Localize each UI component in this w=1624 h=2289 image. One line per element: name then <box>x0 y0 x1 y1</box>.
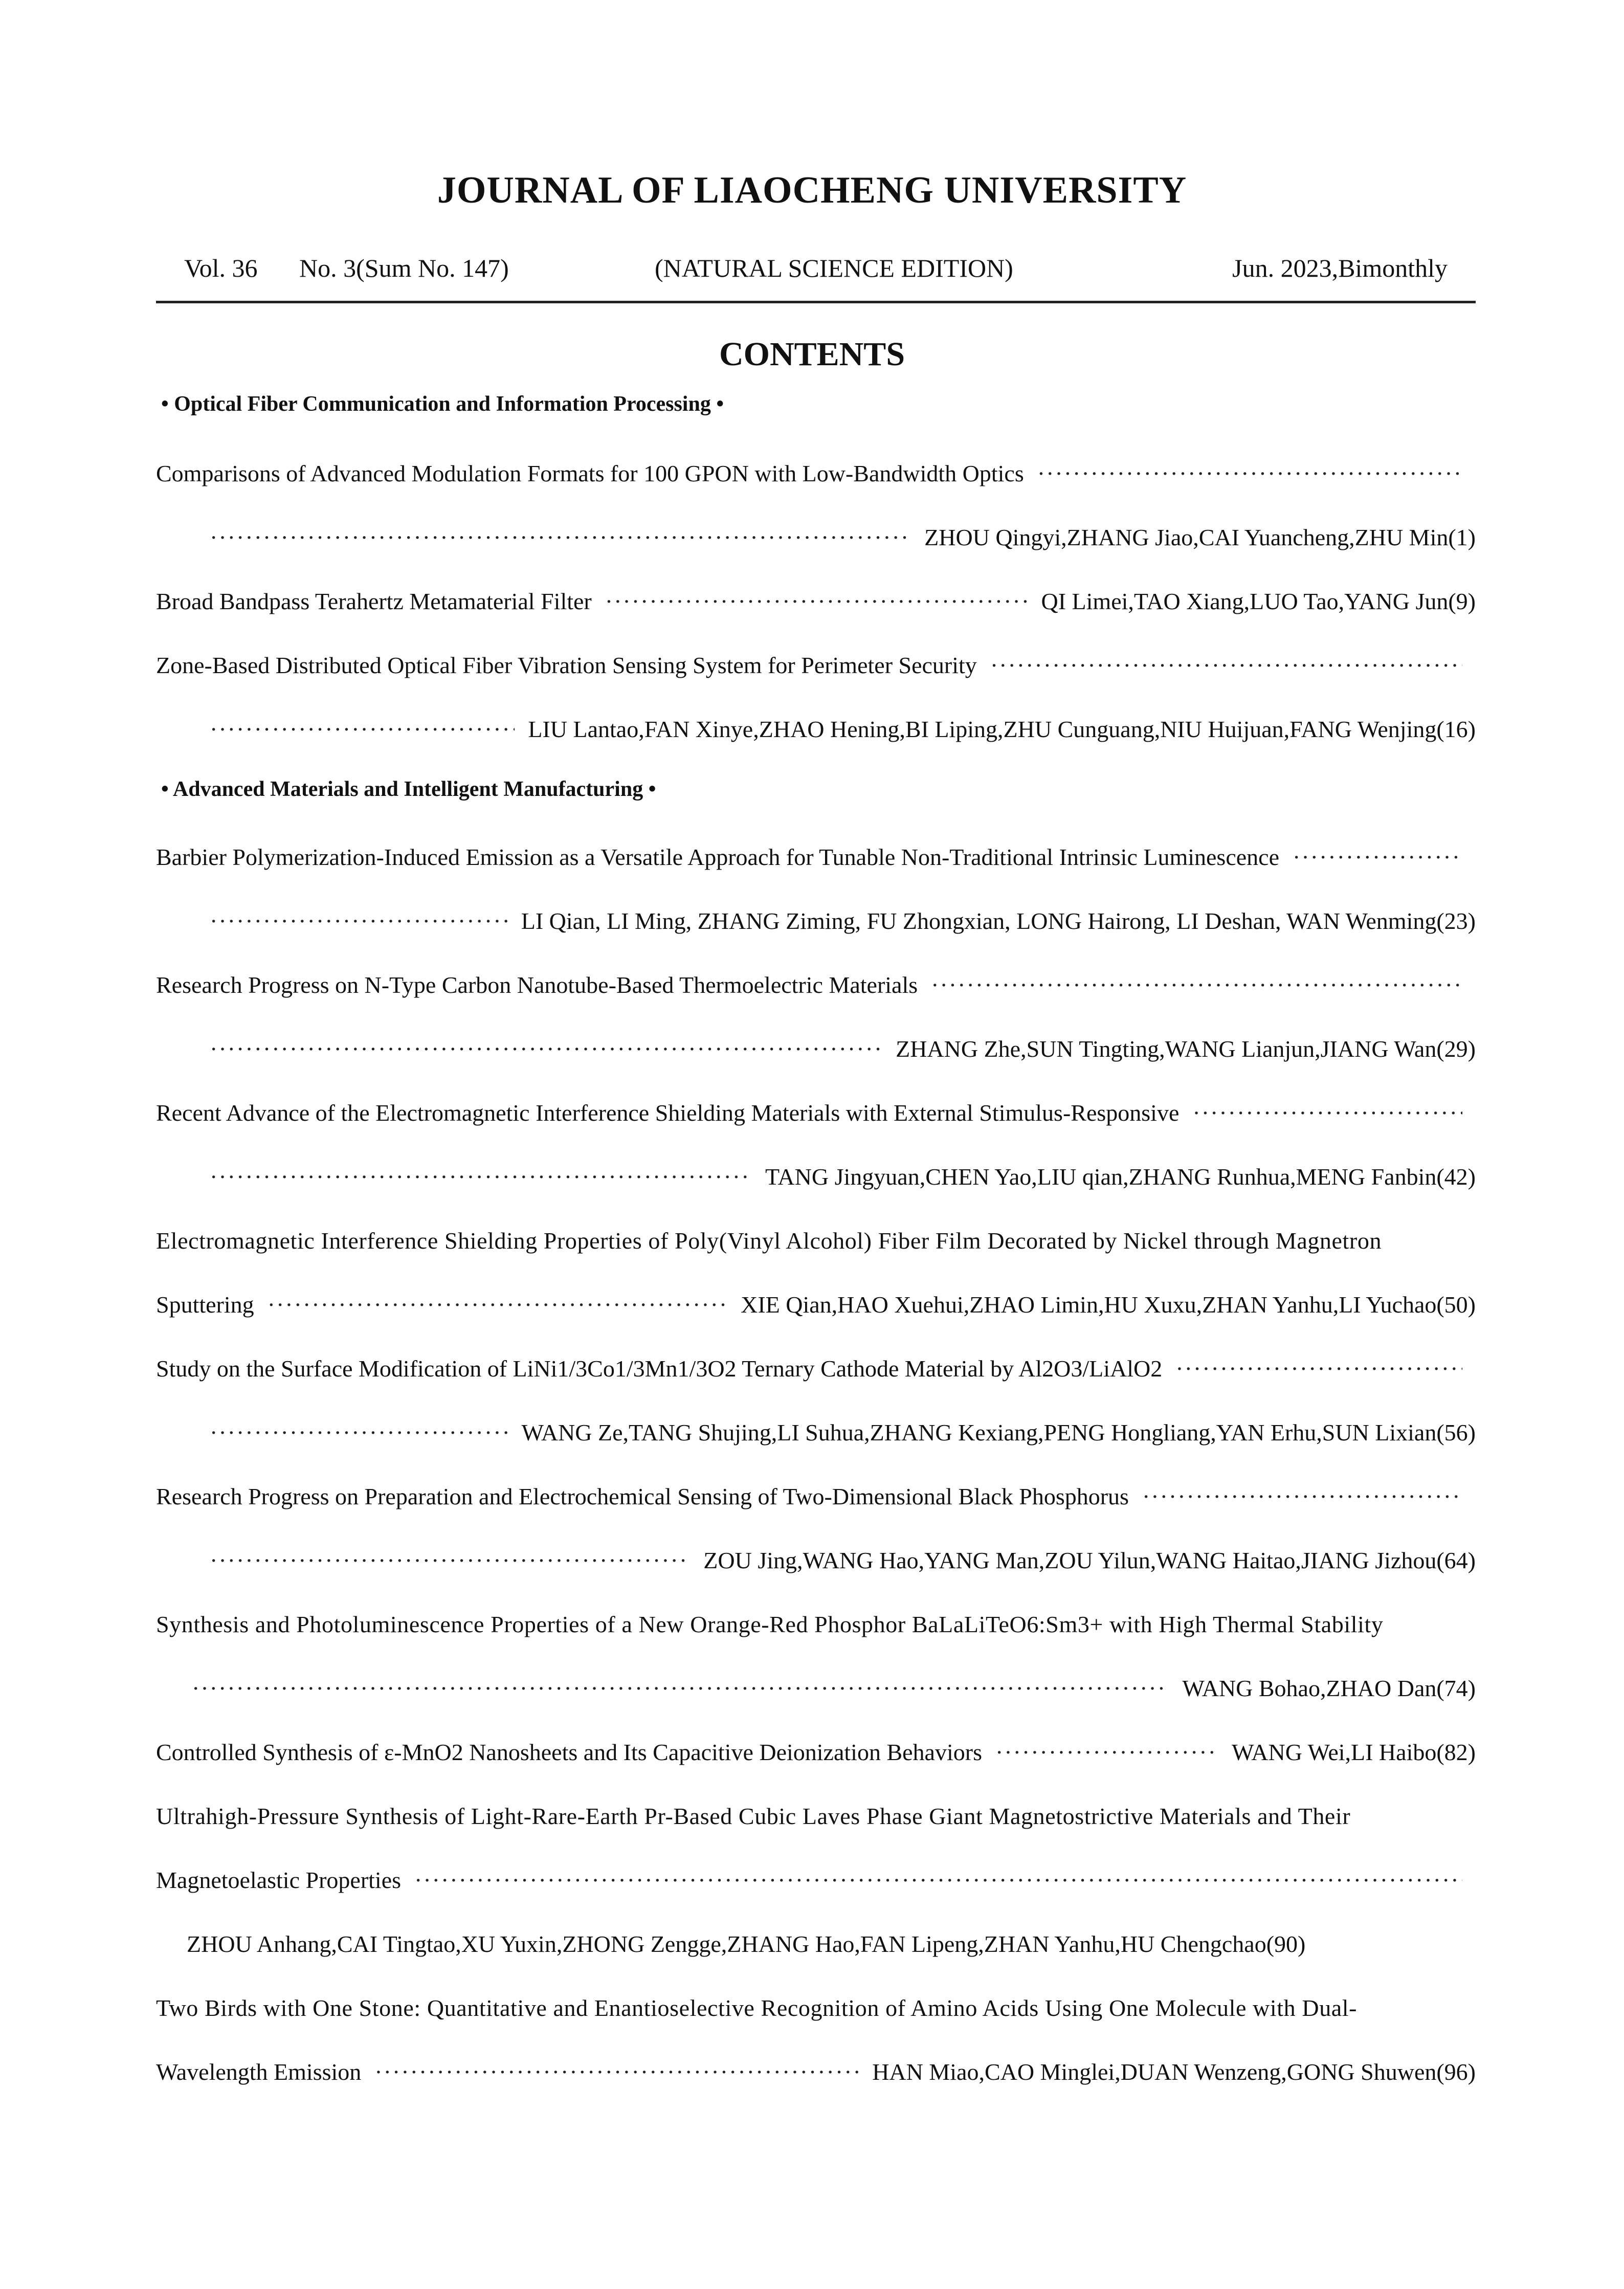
article-authors: QI Limei,TAO Xiang,LUO Tao,YANG Jun(9) <box>1041 588 1476 614</box>
issue-number: No. 3(Sum No. 147) <box>299 254 509 282</box>
dot-leader <box>210 1415 508 1451</box>
article-title: Study on the Surface Modification of LiNi1/3Co1/3Mn1/3O2 Ternary Cathode Material by Al2O3/LiAlO2 <box>156 1355 1163 1382</box>
article-authors: LIU Lantao,FAN Xinye,ZHAO Hening,BI Liping,ZHU Cunguang,NIU Huijuan,FANG Wenjing(16) <box>528 716 1476 742</box>
dot-leader <box>210 1031 882 1067</box>
dot-leader <box>210 520 911 555</box>
toc-line <box>210 1543 1476 1579</box>
article-authors: ZHANG Zhe,SUN Tingting,WANG Lianjun,JIANG Wan(29) <box>896 1036 1476 1062</box>
article-title: Two Birds with One Stone: Quantitative and Enantioselective Recognition of Amino Acids Using One Molecule with Dual- <box>156 1995 1358 2021</box>
toc-line <box>156 2054 1476 2090</box>
toc-line <box>156 1351 1476 1387</box>
dot-leader <box>1293 839 1462 875</box>
toc-line <box>156 1223 1476 1259</box>
article-authors: WANG Ze,TANG Shujing,LI Suhua,ZHANG Kexiang,PENG Hongliang,YAN Erhu,SUN Lixian(56) <box>521 1419 1476 1446</box>
toc-line <box>187 1926 1476 1962</box>
dot-leader <box>1037 456 1462 492</box>
dot-leader <box>995 1735 1218 1770</box>
article-authors: WANG Wei,LI Haibo(82) <box>1231 1739 1476 1765</box>
toc-line <box>156 1479 1476 1515</box>
toc-line <box>156 648 1476 683</box>
article-authors: ZHOU Anhang,CAI Tingtao,XU Yuxin,ZHONG Zengge,ZHANG Hao,FAN Lipeng,ZHAN Yanhu,HU Chengchao(90) <box>187 1931 1306 1957</box>
contents-title: CONTENTS <box>719 336 905 373</box>
section-header: • Advanced Materials and Intelligent Manufacturing • <box>161 777 656 801</box>
toc-line <box>156 1990 1476 2026</box>
toc-line <box>156 1735 1476 1770</box>
dot-leader <box>1192 1095 1462 1131</box>
dot-leader <box>990 648 1462 683</box>
issue-date: Jun. 2023,Bimonthly <box>1232 254 1448 282</box>
toc-line <box>156 1862 1476 1898</box>
volume-number: Vol. 36 <box>184 254 258 282</box>
dot-leader <box>210 903 508 939</box>
dot-leader <box>374 2054 859 2090</box>
toc-line <box>156 839 1476 875</box>
article-authors: TANG Jingyuan,CHEN Yao,LIU qian,ZHANG Runhua,MENG Fanbin(42) <box>765 1164 1476 1190</box>
article-title: Barbier Polymerization-Induced Emission as a Versatile Approach for Tunable Non-Traditional Intrinsic Luminescence <box>156 844 1280 870</box>
article-title: Magnetoelastic Properties <box>156 1867 402 1893</box>
toc-line <box>156 967 1476 1003</box>
article-title: Controlled Synthesis of ε-MnO2 Nanosheets and Its Capacitive Deionization Behaviors <box>156 1739 982 1765</box>
dot-leader <box>1142 1479 1462 1515</box>
article-title: Research Progress on N-Type Carbon Nanotube-Based Thermoelectric Materials <box>156 972 918 998</box>
dot-leader <box>605 584 1028 619</box>
dot-leader <box>414 1862 1462 1898</box>
section-header: • Optical Fiber Communication and Information Processing • <box>161 392 724 416</box>
article-title: Recent Advance of the Electromagnetic Interference Shielding Materials with External Stimulus-Responsive <box>156 1100 1180 1126</box>
journal-title: JOURNAL OF LIAOCHENG UNIVERSITY <box>437 169 1187 211</box>
toc-line <box>156 1095 1476 1131</box>
toc-line <box>156 1798 1476 1834</box>
toc-line <box>192 1671 1476 1706</box>
article-authors: ZOU Jing,WANG Hao,YANG Man,ZOU Yilun,WANG Haitao,JIANG Jizhou(64) <box>703 1547 1476 1573</box>
toc-line <box>156 1287 1476 1323</box>
article-title: Broad Bandpass Terahertz Metamaterial Filter <box>156 588 592 614</box>
toc-line <box>156 456 1476 492</box>
toc-line <box>156 584 1476 619</box>
article-title: Comparisons of Advanced Modulation Formats for 100 GPON with Low-Bandwidth Optics <box>156 460 1024 486</box>
dot-leader <box>210 1543 690 1579</box>
article-authors: ZHOU Qingyi,ZHANG Jiao,CAI Yuancheng,ZHU Min(1) <box>924 524 1476 550</box>
article-title: Sputtering <box>156 1292 254 1318</box>
article-authors: XIE Qian,HAO Xuehui,ZHAO Limin,HU Xuxu,ZHAN Yanhu,LI Yuchao(50) <box>741 1292 1476 1318</box>
article-title: Synthesis and Photoluminescence Properties of a New Orange-Red Phosphor BaLaLiTeO6:Sm3+ with High Thermal Stability <box>156 1611 1384 1637</box>
dot-leader <box>268 1287 727 1323</box>
dot-leader <box>210 712 515 747</box>
header-rule <box>156 301 1476 303</box>
article-authors: HAN Miao,CAO Minglei,DUAN Wenzeng,GONG Shuwen(96) <box>872 2059 1476 2085</box>
toc-line <box>210 1415 1476 1451</box>
article-title: Zone-Based Distributed Optical Fiber Vibration Sensing System for Perimeter Security <box>156 652 977 678</box>
toc-line <box>210 712 1476 747</box>
masthead <box>156 253 1476 294</box>
dot-leader <box>931 967 1462 1003</box>
article-title: Electromagnetic Interference Shielding Properties of Poly(Vinyl Alcohol) Fiber Film Decorated by Nickel through Magnetron <box>156 1228 1382 1254</box>
article-authors: LI Qian, LI Ming, ZHANG Ziming, FU Zhongxian, LONG Hairong, LI Deshan, WAN Wenming(23) <box>521 908 1476 934</box>
toc-line <box>156 1607 1476 1642</box>
edition-label: (NATURAL SCIENCE EDITION) <box>655 254 1013 282</box>
article-title: Research Progress on Preparation and Electrochemical Sensing of Two-Dimensional Black Phosphorus <box>156 1483 1129 1509</box>
toc-line <box>210 520 1476 555</box>
dot-leader <box>192 1671 1169 1706</box>
dot-leader <box>210 1159 752 1195</box>
toc-line <box>210 1159 1476 1195</box>
toc-line <box>210 1031 1476 1067</box>
article-title: Ultrahigh-Pressure Synthesis of Light-Rare-Earth Pr-Based Cubic Laves Phase Giant Magnetostrictive Materials and Their <box>156 1803 1351 1829</box>
dot-leader <box>1175 1351 1462 1387</box>
toc-line <box>210 903 1476 939</box>
article-authors: WANG Bohao,ZHAO Dan(74) <box>1182 1675 1476 1701</box>
article-title: Wavelength Emission <box>156 2059 362 2085</box>
